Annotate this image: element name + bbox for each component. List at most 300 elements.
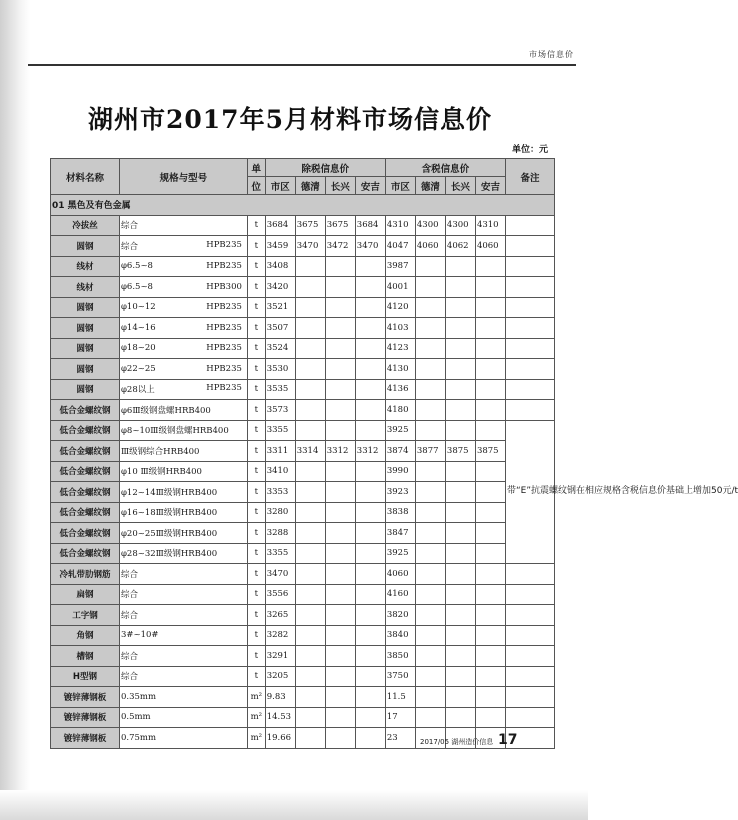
price-excl-tax — [295, 482, 325, 503]
header-region: 安吉 — [475, 177, 505, 195]
material-spec — [119, 215, 247, 236]
price-incl-tax — [415, 420, 445, 441]
price-excl-tax — [355, 420, 385, 441]
price-excl-tax — [355, 277, 385, 298]
price-excl-tax: 3573 — [265, 400, 295, 421]
price-incl-tax — [475, 318, 505, 339]
price-excl-tax — [355, 318, 385, 339]
price-excl-tax — [325, 400, 355, 421]
page-title: 湖州市2017年5月材料市场信息价 — [88, 105, 492, 134]
material-spec — [119, 605, 247, 626]
spec-wrapper — [121, 240, 246, 252]
price-excl-tax: 3288 — [265, 523, 295, 544]
material-spec — [119, 482, 247, 503]
price-incl-tax — [475, 277, 505, 298]
spec-wrapper — [121, 547, 246, 559]
material-spec — [119, 297, 247, 318]
spec-wrapper — [121, 343, 246, 353]
price-incl-tax — [475, 297, 505, 318]
material-spec — [119, 625, 247, 646]
table-row — [51, 277, 555, 298]
spec-wrapper — [121, 506, 246, 518]
price-incl-tax — [475, 666, 505, 687]
header-unit-top: 单 — [247, 159, 265, 177]
material-name: 冷拔丝 — [51, 215, 120, 236]
spec-grade: HPB300 — [206, 281, 242, 292]
price-excl-tax — [355, 666, 385, 687]
material-name: 冷轧带肋钢筋 — [51, 564, 120, 585]
remark-cell — [505, 605, 554, 626]
price-incl-tax: 4047 — [385, 236, 415, 257]
price-excl-tax — [355, 707, 385, 728]
price-excl-tax — [295, 584, 325, 605]
material-name: 低合金螺纹钢 — [51, 441, 120, 462]
header-spec: 规格与型号 — [119, 159, 247, 195]
remark-cell — [505, 318, 554, 339]
table-row — [51, 646, 555, 667]
table-row — [51, 707, 555, 728]
price-excl-tax — [355, 297, 385, 318]
table-row — [51, 318, 555, 339]
price-excl-tax: 3507 — [265, 318, 295, 339]
material-spec — [119, 543, 247, 564]
price-excl-tax — [295, 666, 325, 687]
spec-text: 3#~10# — [120, 630, 159, 641]
spec-wrapper — [121, 609, 246, 621]
price-excl-tax — [355, 564, 385, 585]
price-incl-tax — [445, 277, 475, 298]
remark-cell — [505, 359, 554, 380]
price-excl-tax: 3675 — [295, 215, 325, 236]
price-incl-tax — [415, 502, 445, 523]
price-excl-tax — [355, 646, 385, 667]
price-incl-tax — [475, 256, 505, 277]
unit-cell: t — [247, 584, 265, 605]
price-excl-tax: 3311 — [265, 441, 295, 462]
unit-cell: t — [247, 215, 265, 236]
spec-text: Ⅲ级钢综合HRB400 — [120, 446, 200, 457]
remark-cell — [505, 564, 554, 585]
price-excl-tax: 3280 — [265, 502, 295, 523]
unit-cell: t — [247, 297, 265, 318]
price-incl-tax: 3925 — [385, 420, 415, 441]
material-name: 圆钢 — [51, 297, 120, 318]
price-incl-tax — [445, 420, 475, 441]
price-incl-tax — [415, 584, 445, 605]
price-excl-tax: 3684 — [355, 215, 385, 236]
price-excl-tax: 3524 — [265, 338, 295, 359]
price-incl-tax: 3850 — [385, 646, 415, 667]
material-name: 角钢 — [51, 625, 120, 646]
material-name: 圆钢 — [51, 338, 120, 359]
table-body — [51, 195, 738, 749]
price-incl-tax — [445, 543, 475, 564]
price-excl-tax: 3675 — [325, 215, 355, 236]
price-incl-tax: 3987 — [385, 256, 415, 277]
spec-text: 0.75mm — [120, 732, 157, 743]
price-incl-tax — [415, 379, 445, 400]
price-excl-tax — [295, 297, 325, 318]
table-row — [51, 379, 555, 400]
price-incl-tax — [415, 543, 445, 564]
unit-cell: t — [247, 523, 265, 544]
material-name: 低合金螺纹钢 — [51, 502, 120, 523]
section-title: 01 黑色及有色金属 — [51, 195, 555, 216]
spec-grade: HPB235 — [206, 322, 242, 333]
spec-wrapper — [121, 424, 246, 436]
spec-text: 0.5mm — [120, 712, 151, 723]
price-incl-tax — [415, 707, 445, 728]
spec-wrapper — [121, 302, 246, 312]
price-incl-tax: 4060 — [385, 564, 415, 585]
spec-grade: HPB235 — [206, 343, 242, 354]
price-incl-tax — [475, 523, 505, 544]
spec-grade: HPB235 — [206, 363, 242, 374]
page-shadow — [0, 0, 30, 820]
price-incl-tax — [445, 400, 475, 421]
material-name: 镀锌薄钢板 — [51, 728, 120, 749]
price-incl-tax — [445, 359, 475, 380]
price-incl-tax — [475, 359, 505, 380]
remark-cell — [505, 584, 554, 605]
unit-cell: t — [247, 277, 265, 298]
price-excl-tax — [325, 523, 355, 544]
spec-text: φ10~12 — [120, 302, 156, 313]
spec-wrapper — [121, 261, 246, 271]
table-row — [51, 338, 555, 359]
spec-wrapper — [121, 650, 246, 662]
spec-wrapper — [121, 527, 246, 539]
unit-cell: t — [247, 379, 265, 400]
table-row — [51, 605, 555, 626]
remark-cell — [505, 236, 554, 257]
price-excl-tax — [325, 359, 355, 380]
material-spec — [119, 564, 247, 585]
price-incl-tax — [475, 420, 505, 441]
price-incl-tax: 3923 — [385, 482, 415, 503]
spec-text: φ22~25 — [120, 363, 156, 374]
price-incl-tax — [415, 256, 445, 277]
price-incl-tax — [475, 707, 505, 728]
price-incl-tax: 4103 — [385, 318, 415, 339]
header-remark: 备注 — [505, 159, 554, 195]
price-incl-tax — [475, 687, 505, 708]
price-excl-tax — [325, 420, 355, 441]
price-incl-tax: 4060 — [415, 236, 445, 257]
page-bottom-shadow — [0, 790, 588, 820]
material-name: 线材 — [51, 256, 120, 277]
price-incl-tax — [475, 482, 505, 503]
price-excl-tax — [355, 543, 385, 564]
material-name: 槽钢 — [51, 646, 120, 667]
spec-text: φ14~16 — [120, 322, 156, 333]
unit-cell: t — [247, 400, 265, 421]
header-region: 长兴 — [325, 177, 355, 195]
price-excl-tax — [325, 297, 355, 318]
unit-cell: m² — [247, 687, 265, 708]
price-excl-tax: 3282 — [265, 625, 295, 646]
price-excl-tax — [295, 256, 325, 277]
remark-cell — [505, 277, 554, 298]
price-excl-tax — [325, 646, 355, 667]
material-spec — [119, 236, 247, 257]
price-excl-tax — [355, 256, 385, 277]
material-name: 圆钢 — [51, 236, 120, 257]
spec-wrapper — [121, 465, 246, 477]
remark-cell — [505, 687, 554, 708]
spec-wrapper — [121, 733, 246, 743]
table-row — [51, 564, 555, 585]
header-region: 德清 — [295, 177, 325, 195]
price-incl-tax: 3847 — [385, 523, 415, 544]
price-incl-tax — [475, 584, 505, 605]
price-excl-tax — [295, 707, 325, 728]
price-excl-tax — [355, 605, 385, 626]
material-name: 线材 — [51, 277, 120, 298]
page-number: 17 — [498, 732, 518, 748]
remark-cell — [505, 400, 554, 421]
material-name: 圆钢 — [51, 318, 120, 339]
material-spec — [119, 646, 247, 667]
price-excl-tax: 3205 — [265, 666, 295, 687]
material-name: 低合金螺纹钢 — [51, 482, 120, 503]
remark-cell — [505, 338, 554, 359]
material-spec — [119, 687, 247, 708]
spec-text: φ10 Ⅲ级钢HRB400 — [120, 467, 202, 478]
material-spec — [119, 441, 247, 462]
material-name: 低合金螺纹钢 — [51, 543, 120, 564]
spec-wrapper — [121, 670, 246, 682]
price-incl-tax: 3750 — [385, 666, 415, 687]
price-incl-tax: 3838 — [385, 502, 415, 523]
price-excl-tax — [295, 379, 325, 400]
table-row — [51, 256, 555, 277]
price-incl-tax: 4136 — [385, 379, 415, 400]
spec-text: φ28以上 — [120, 385, 155, 396]
price-excl-tax — [355, 379, 385, 400]
price-excl-tax — [295, 646, 325, 667]
price-incl-tax: 4300 — [415, 215, 445, 236]
price-excl-tax: 3314 — [295, 441, 325, 462]
price-excl-tax — [355, 461, 385, 482]
price-incl-tax — [415, 605, 445, 626]
spec-text: φ6Ⅲ级钢盘螺HRB400 — [120, 405, 211, 416]
price-incl-tax: 3990 — [385, 461, 415, 482]
price-excl-tax: 19.66 — [265, 728, 295, 749]
price-excl-tax: 9.83 — [265, 687, 295, 708]
price-excl-tax — [325, 256, 355, 277]
price-incl-tax — [445, 687, 475, 708]
header-region: 长兴 — [445, 177, 475, 195]
price-excl-tax — [325, 687, 355, 708]
price-excl-tax: 3355 — [265, 420, 295, 441]
price-incl-tax: 4310 — [385, 215, 415, 236]
price-excl-tax — [355, 523, 385, 544]
price-incl-tax: 3875 — [475, 441, 505, 462]
price-excl-tax — [355, 728, 385, 749]
price-incl-tax: 4060 — [475, 236, 505, 257]
price-excl-tax — [325, 625, 355, 646]
table-row — [51, 502, 555, 523]
table-row — [51, 461, 555, 482]
price-excl-tax — [325, 338, 355, 359]
price-excl-tax: 3459 — [265, 236, 295, 257]
price-excl-tax — [295, 359, 325, 380]
spec-wrapper — [121, 404, 246, 416]
price-incl-tax — [445, 318, 475, 339]
price-incl-tax — [475, 400, 505, 421]
header-section-tag: 市场信息价 — [529, 50, 574, 59]
table-row — [51, 543, 555, 564]
material-name: 镀锌薄钢板 — [51, 707, 120, 728]
price-incl-tax: 4120 — [385, 297, 415, 318]
section-row — [51, 195, 555, 216]
price-incl-tax — [445, 338, 475, 359]
price-excl-tax: 3355 — [265, 543, 295, 564]
spec-text: φ6.5~8 — [120, 281, 153, 292]
price-excl-tax: 3556 — [265, 584, 295, 605]
price-incl-tax — [445, 625, 475, 646]
table-row — [51, 482, 555, 503]
unit-label: 单位：元 — [511, 145, 548, 155]
remark-cell — [505, 666, 554, 687]
spec-text: 综合 — [120, 672, 138, 683]
material-spec — [119, 379, 247, 400]
material-name: H型钢 — [51, 666, 120, 687]
price-incl-tax — [475, 502, 505, 523]
material-spec — [119, 502, 247, 523]
price-excl-tax: 3472 — [325, 236, 355, 257]
spec-text: 0.35mm — [120, 691, 157, 702]
price-excl-tax — [295, 523, 325, 544]
spec-wrapper — [121, 364, 246, 374]
header-name: 材料名称 — [51, 159, 120, 195]
unit-cell: t — [247, 502, 265, 523]
table-row — [51, 400, 555, 421]
price-incl-tax — [415, 277, 445, 298]
price-incl-tax — [445, 502, 475, 523]
price-incl-tax — [475, 625, 505, 646]
material-name: 低合金螺纹钢 — [51, 400, 120, 421]
price-incl-tax: 11.5 — [385, 687, 415, 708]
price-incl-tax: 3875 — [445, 441, 475, 462]
material-name: 圆钢 — [51, 359, 120, 380]
remark-cell — [505, 646, 554, 667]
price-excl-tax: 3312 — [325, 441, 355, 462]
price-excl-tax — [295, 338, 325, 359]
price-incl-tax — [415, 338, 445, 359]
price-excl-tax — [295, 461, 325, 482]
price-excl-tax: 3408 — [265, 256, 295, 277]
price-incl-tax: 3874 — [385, 441, 415, 462]
material-name: 扁钢 — [51, 584, 120, 605]
price-excl-tax — [295, 687, 325, 708]
price-excl-tax — [325, 482, 355, 503]
price-table — [50, 158, 738, 749]
spec-wrapper — [121, 588, 246, 600]
price-excl-tax — [355, 625, 385, 646]
price-incl-tax: 4300 — [445, 215, 475, 236]
price-incl-tax — [445, 461, 475, 482]
spec-text: φ8~10Ⅲ级钢盘螺HRB400 — [120, 426, 229, 437]
spec-wrapper — [121, 323, 246, 333]
price-incl-tax — [445, 379, 475, 400]
unit-cell: t — [247, 256, 265, 277]
unit-cell: t — [247, 461, 265, 482]
price-excl-tax: 3410 — [265, 461, 295, 482]
table-row — [51, 236, 555, 257]
price-excl-tax — [355, 584, 385, 605]
table-row — [51, 666, 555, 687]
price-incl-tax — [445, 523, 475, 544]
price-incl-tax: 3877 — [415, 441, 445, 462]
material-name: 低合金螺纹钢 — [51, 523, 120, 544]
price-excl-tax — [355, 338, 385, 359]
material-spec — [119, 400, 247, 421]
price-excl-tax — [295, 728, 325, 749]
spec-text: φ28~32Ⅲ级钢HRB400 — [120, 549, 218, 560]
material-name: 低合金螺纹钢 — [51, 420, 120, 441]
footer-publication: 2017/05 湖州造价信息 — [420, 738, 494, 746]
price-excl-tax: 14.53 — [265, 707, 295, 728]
price-excl-tax — [325, 605, 355, 626]
table-row — [51, 523, 555, 544]
material-spec — [119, 666, 247, 687]
price-excl-tax: 3470 — [295, 236, 325, 257]
price-incl-tax: 4123 — [385, 338, 415, 359]
price-incl-tax: 4001 — [385, 277, 415, 298]
price-excl-tax — [295, 502, 325, 523]
spec-grade: HPB235 — [206, 383, 242, 394]
spec-text: φ18~20 — [120, 343, 156, 354]
unit-cell: t — [247, 318, 265, 339]
header-region: 市区 — [385, 177, 415, 195]
price-excl-tax: 3291 — [265, 646, 295, 667]
price-excl-tax: 3470 — [355, 236, 385, 257]
price-incl-tax — [415, 359, 445, 380]
material-spec — [119, 277, 247, 298]
price-incl-tax — [415, 564, 445, 585]
material-spec — [119, 359, 247, 380]
price-incl-tax — [415, 666, 445, 687]
material-name: 低合金螺纹钢 — [51, 461, 120, 482]
price-incl-tax — [445, 666, 475, 687]
spec-wrapper — [121, 692, 246, 702]
price-incl-tax — [445, 584, 475, 605]
price-excl-tax — [355, 502, 385, 523]
price-excl-tax — [295, 605, 325, 626]
spec-wrapper — [121, 219, 246, 231]
material-name: 圆钢 — [51, 379, 120, 400]
unit-cell: t — [247, 359, 265, 380]
unit-cell: t — [247, 543, 265, 564]
unit-cell: t — [247, 646, 265, 667]
price-excl-tax — [295, 400, 325, 421]
price-excl-tax: 3521 — [265, 297, 295, 318]
price-excl-tax — [325, 707, 355, 728]
price-excl-tax — [325, 543, 355, 564]
spec-wrapper — [121, 568, 246, 580]
price-incl-tax — [475, 461, 505, 482]
header-region: 安吉 — [355, 177, 385, 195]
price-incl-tax — [415, 461, 445, 482]
price-incl-tax — [445, 297, 475, 318]
price-incl-tax — [475, 646, 505, 667]
price-incl-tax — [475, 543, 505, 564]
price-excl-tax — [295, 277, 325, 298]
spec-grade: HPB235 — [206, 239, 242, 250]
price-incl-tax — [415, 297, 445, 318]
